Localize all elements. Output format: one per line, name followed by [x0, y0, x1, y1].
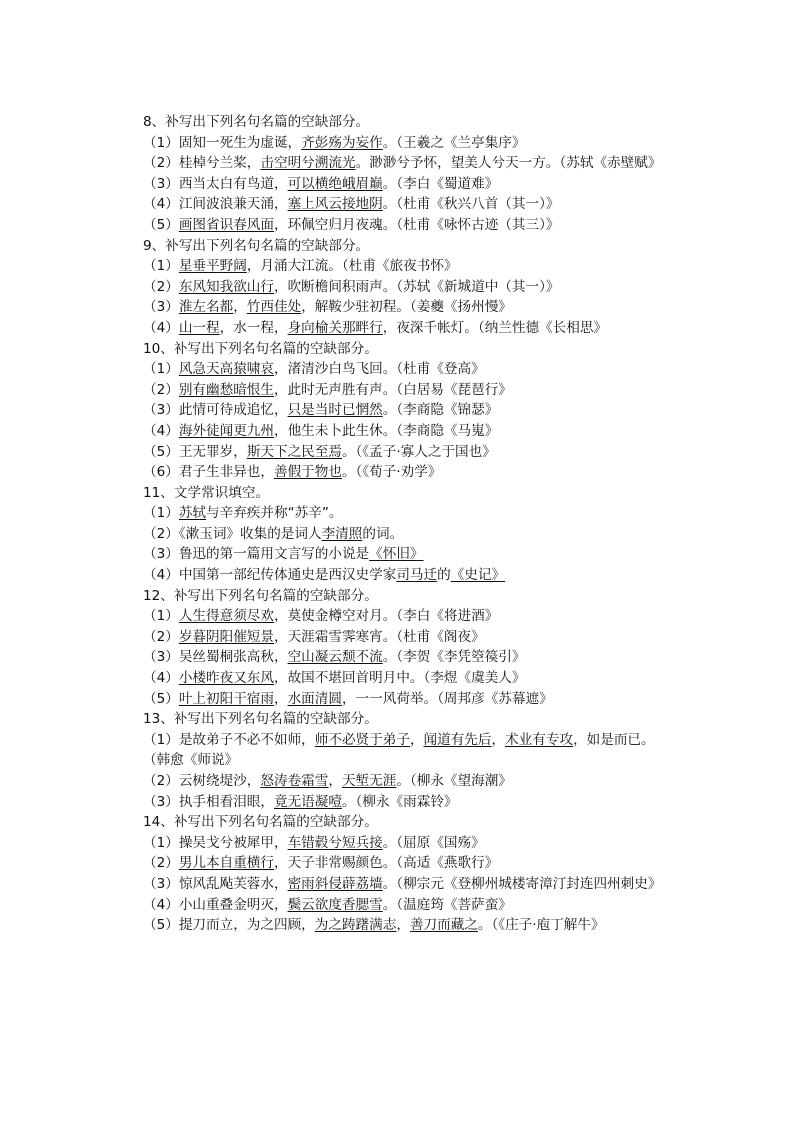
- question-line: [143, 318, 673, 339]
- answer-text: 别有幽愁暗恨生: [178, 381, 274, 398]
- prompt-text: ，莫使金樽空对月。（李白《将进酒》: [274, 608, 499, 625]
- prompt-text: （3）西当太白有鸟道，: [143, 175, 288, 192]
- section-heading: 10、补写出下列名句名篇的空缺部分。: [143, 340, 378, 357]
- answer-text: 善刀而藏之: [409, 917, 478, 934]
- prompt-text: ，: [396, 917, 410, 934]
- prompt-text: ，: [491, 731, 506, 748]
- prompt-text: （4）江间波浪兼天涌，: [143, 196, 288, 213]
- section-heading: 8、补写出下列名句名篇的空缺部分。: [143, 114, 370, 130]
- answer-text: 风急天高猿啸哀: [178, 361, 274, 378]
- question-line: [143, 565, 673, 586]
- answer-text: 竹西佳处: [246, 299, 302, 316]
- question-line: [143, 730, 673, 771]
- answer-text: 水面清圆: [287, 690, 342, 707]
- prompt-text: 。（柳宗元《登柳州城楼寄漳汀封连四州刺史》: [382, 875, 662, 892]
- prompt-text: ，他生未卜此生休。（李商隐《马嵬》: [274, 422, 499, 439]
- prompt-text: （6）君子生非异也，: [143, 464, 274, 481]
- prompt-text: （5）: [143, 690, 179, 707]
- answer-text: 小楼昨夜又东风: [178, 670, 274, 687]
- answer-text: 岁暮阴阳催短景: [178, 628, 274, 645]
- prompt-text: ，环佩空归月夜魂。（杜甫《咏怀古迹（其三）》: [274, 216, 560, 233]
- answer-text: 《怀旧》: [369, 546, 424, 563]
- prompt-text: （2）: [143, 278, 179, 295]
- question-line: [143, 462, 673, 483]
- prompt-text: 。（《荀子·劝学》: [341, 464, 442, 481]
- answer-text: 术业有专攻: [505, 731, 574, 748]
- answer-text: 善假于物也: [274, 464, 342, 481]
- answer-text: 苏轼: [178, 505, 207, 522]
- question-line: [143, 421, 673, 442]
- question-line: [143, 524, 673, 545]
- answer-text: 师不必贤于弟子: [314, 731, 410, 748]
- prompt-text: （1）固知一死生为虚诞，: [143, 134, 302, 151]
- answer-text: 只是当时已惘然: [287, 402, 383, 419]
- prompt-text: （2）: [143, 628, 179, 645]
- prompt-text: 。（王羲之《兰亭集序》: [382, 134, 526, 151]
- question-line: [143, 874, 673, 895]
- answer-text: 山一程: [178, 319, 220, 336]
- answer-text: 为之踌躇满志: [314, 917, 397, 934]
- prompt-text: 的: [437, 567, 451, 584]
- question-line: [143, 297, 673, 318]
- section-heading: 14、补写出下列名句名篇的空缺部分。: [143, 814, 378, 831]
- answer-text: 竟无语凝噎: [274, 793, 342, 810]
- prompt-text: （3）: [143, 299, 179, 316]
- prompt-text: （4）: [143, 422, 179, 439]
- question-line: [143, 895, 673, 916]
- question-line: [143, 215, 673, 236]
- prompt-text: （5）: [143, 216, 179, 233]
- answer-text: 海外徒闻更九州: [178, 422, 274, 439]
- prompt-text: ，天子非常赐颜色。（高适《燕歌行》: [274, 855, 499, 872]
- prompt-text: ，: [274, 690, 288, 707]
- prompt-text: （4）: [143, 670, 179, 687]
- prompt-text: （1）操吴戈兮被犀甲，: [143, 834, 288, 851]
- prompt-text: （2）桂棹兮兰桨，: [143, 155, 261, 172]
- prompt-text: 。（《孟子·寡人之于国也》: [341, 443, 496, 460]
- prompt-text: （5）提刀而立，为之四顾，: [143, 917, 315, 934]
- prompt-text: ，: [328, 773, 342, 789]
- answer-text: 《史记》: [450, 567, 506, 584]
- prompt-text: ，渚清沙白鸟飞回。（杜甫《登高》: [274, 361, 485, 378]
- answer-text: 闻道有先后: [423, 731, 492, 748]
- answer-text: 鬓云欲度香腮雪: [287, 896, 383, 913]
- section-heading: 9、补写出下列名句名篇的空缺部分。: [143, 237, 370, 254]
- prompt-text: ，一一风荷举。（周邦彦《苏幕遮》: [341, 690, 553, 707]
- prompt-text: 与辛弃疾并称“苏辛”。: [206, 505, 343, 522]
- prompt-text: （3）惊风乱飐芙蓉水，: [143, 875, 288, 892]
- answer-text: 星垂平野阔: [178, 258, 247, 275]
- question-line: [143, 400, 673, 421]
- prompt-text: 。（《庄子·庖丁解牛》: [477, 917, 605, 934]
- answer-text: 身向榆关那畔行: [287, 319, 383, 336]
- answer-text: 画图省识春风面: [178, 216, 274, 233]
- prompt-text: ，: [233, 299, 247, 316]
- answer-text: 击空明兮溯流光: [260, 155, 356, 172]
- section-heading: 13、补写出下列名句名篇的空缺部分。: [143, 711, 378, 728]
- question-line: [143, 915, 673, 936]
- question-line: [143, 359, 673, 380]
- prompt-text: 。（杜甫《秋兴八首（其一）》: [382, 196, 560, 213]
- prompt-text: （2）: [143, 381, 179, 398]
- answer-text: 淮左名都: [178, 299, 234, 316]
- question-line: [143, 256, 673, 277]
- question-line: [143, 174, 673, 195]
- question-line: [143, 442, 673, 463]
- answer-text: 齐彭殇为妄作: [301, 134, 383, 151]
- question-line: [143, 647, 673, 668]
- question-line: [143, 380, 673, 401]
- question-line: [143, 133, 673, 154]
- prompt-text: ，天涯霜雪霁寒宵。（杜甫《阁夜》: [274, 628, 485, 645]
- prompt-text: （3）吴丝蜀桐张高秋，: [143, 649, 288, 666]
- question-line: [143, 277, 673, 298]
- prompt-text: ，吹断檐间积雨声。（苏轼《新城道中（其一）》: [274, 278, 560, 295]
- prompt-text: 。（屈原《国殇》: [382, 834, 485, 851]
- section-heading: 12、补写出下列名句名篇的空缺部分。: [143, 587, 378, 604]
- prompt-text: ，此时无声胜有声。（白居易《琵琶行》: [274, 381, 512, 398]
- prompt-text: ，水一程，: [219, 319, 288, 336]
- prompt-text: 。渺渺兮予怀，望美人兮天一方。（苏轼《赤壁赋》: [355, 155, 662, 172]
- question-line: [143, 194, 673, 215]
- prompt-text: （2）云树绕堤沙，: [143, 773, 261, 789]
- question-line: [143, 792, 673, 813]
- question-line: [143, 503, 673, 524]
- question-line: [143, 771, 673, 792]
- answer-text: 男儿本自重横行: [178, 855, 274, 872]
- prompt-text: （4）中国第一部纪传体通史是西汉史学家: [143, 567, 397, 584]
- prompt-text: 的词。: [362, 525, 404, 542]
- prompt-text: （3）鲁迅的第一篇用文言写的小说是: [143, 546, 370, 563]
- answer-text: 斯天下之民至焉: [246, 443, 342, 460]
- prompt-text: 。（温庭筠《菩萨蛮》: [382, 896, 512, 913]
- answer-text: 可以横绝峨眉巅: [287, 175, 383, 192]
- prompt-text: （1）: [143, 608, 179, 625]
- section-heading: 11、文学常识填空。: [143, 484, 270, 501]
- answer-text: 车错毂兮短兵接: [287, 834, 383, 851]
- prompt-text: ，月涌大江流。（杜甫《旅夜书怀》: [246, 258, 458, 275]
- prompt-text: （4）: [143, 319, 179, 336]
- prompt-text: （3）此情可待成追忆，: [143, 402, 288, 419]
- prompt-text: （4）小山重叠金明灭，: [143, 896, 288, 913]
- prompt-text: （3）执手相看泪眼，: [143, 793, 274, 810]
- question-line: [143, 668, 673, 689]
- question-line: [143, 627, 673, 648]
- question-line: [143, 606, 673, 627]
- prompt-text: 。（柳永《雨霖铃》: [341, 793, 458, 810]
- question-line: [143, 833, 673, 854]
- answer-text: 东风知我欲山行: [178, 278, 274, 295]
- answer-text: 司马迁: [396, 567, 438, 584]
- prompt-text: （1）是故弟子不必不如师，: [143, 731, 315, 748]
- prompt-text: 。（李商隐《锦瑟》: [382, 402, 499, 419]
- prompt-text: （1）: [143, 258, 179, 275]
- answer-text: 塞上风云接地阴: [287, 196, 383, 213]
- question-line: [143, 544, 673, 565]
- prompt-text: （2）: [143, 855, 179, 872]
- question-line: [143, 153, 673, 174]
- prompt-text: ，夜深千帐灯。（纳兰性德《长相思》: [382, 319, 608, 336]
- prompt-text: 。（李贺《李凭箜篌引》: [382, 649, 526, 666]
- question-line: [143, 689, 673, 710]
- document-body: [143, 112, 673, 936]
- prompt-text: （5）王无罪岁，: [143, 443, 247, 460]
- prompt-text: 。（柳永《望海潮》: [396, 773, 512, 789]
- prompt-text: ，如是而已。（韩愈《师说》: [143, 731, 655, 769]
- answer-text: 叶上初阳干宿雨: [178, 690, 274, 707]
- prompt-text: （1）: [143, 361, 179, 378]
- answer-text: 怒涛卷霜雪: [260, 773, 329, 789]
- answer-text: 人生得意须尽欢: [178, 608, 274, 625]
- prompt-text: ，故国不堪回首明月中。（李煜《虞美人》: [274, 670, 526, 687]
- answer-text: 李清照: [321, 525, 363, 542]
- answer-text: 天堑无涯: [341, 773, 397, 789]
- answer-text: 密雨斜侵薜荔墙: [287, 875, 383, 892]
- answer-text: 空山凝云颓不流: [287, 649, 383, 666]
- prompt-text: ，: [409, 731, 424, 748]
- prompt-text: （2）《漱玉词》收集的是词人: [143, 525, 322, 542]
- prompt-text: （1）: [143, 505, 179, 522]
- prompt-text: ，解鞍少驻初程。（姜夔《扬州慢》: [301, 299, 512, 316]
- question-line: [143, 853, 673, 874]
- prompt-text: 。（李白《蜀道难》: [382, 175, 499, 192]
